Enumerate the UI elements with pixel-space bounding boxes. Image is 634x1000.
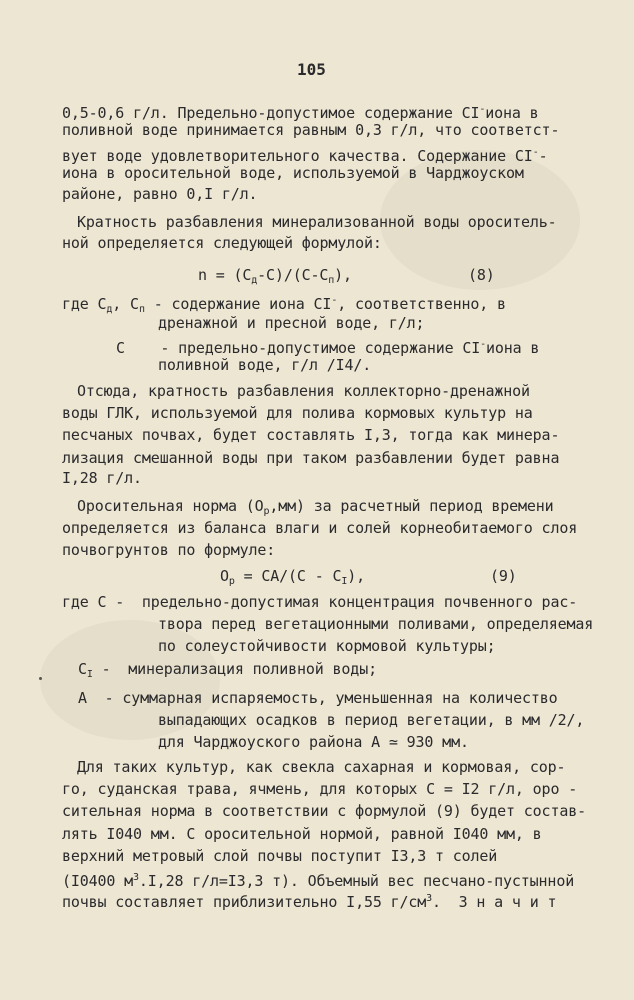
text-run: , C: [112, 295, 139, 313]
text-line: [77, 212, 557, 232]
text-line: [62, 889, 556, 912]
text-line: [62, 518, 577, 538]
text-run: лизация смешанной воды при таком разбавлении будет равна: [62, 449, 560, 467]
superscript: 3: [426, 893, 432, 904]
text-run: районе, равно 0,I г/л.: [62, 185, 258, 203]
superscript: -: [480, 339, 486, 350]
text-run: почвогрунтов по формуле:: [62, 541, 276, 559]
text-run: ной определяется следующей формулой:: [62, 234, 382, 252]
text-line: [62, 801, 586, 821]
subscript: д: [251, 275, 258, 286]
text-run: определяется из баланса влаги и солей корнеобитаемого слоя: [62, 519, 578, 537]
text-run: для Чарджоуского района A ≃ 930 мм.: [158, 733, 469, 751]
text-run: n = (C: [198, 266, 252, 284]
text-run: Отсюда, кратность разбавления коллекторно-дренажной: [77, 382, 530, 400]
text-run: A - суммарная испаряемость, уменьшенная на количество: [78, 689, 558, 707]
text-run: - содержание иона CI: [144, 295, 332, 313]
text-line: [198, 265, 352, 291]
text-run: иона в: [486, 339, 540, 357]
text-run: -C)/(C-C: [257, 266, 329, 284]
text-run: почвы составляет приблизительно I,55 г/см: [62, 893, 427, 911]
superscript: -: [331, 295, 338, 306]
text-run: сительная норма в соответствии с формулой (9) будет состав-: [62, 802, 586, 820]
subscript: I: [86, 669, 93, 680]
text-run: ),: [334, 266, 352, 284]
text-line: [78, 688, 558, 708]
text-line: [62, 425, 559, 445]
text-run: (8): [468, 266, 495, 284]
text-run: твора перед вегетационными поливами, определяемая: [158, 615, 594, 633]
text-line: [158, 313, 424, 333]
superscript: 3: [133, 872, 139, 883]
text-run: иона в: [485, 104, 539, 122]
text-line: [62, 403, 533, 423]
text-line: [220, 566, 365, 592]
text-run: Для таких культур, как свекла сахарная и кормовая, сор-: [77, 758, 566, 776]
text-run: C: [78, 660, 87, 678]
text-run: поливной воде принимается равным 0,3 г/л, что соответст-: [62, 121, 560, 139]
text-run: I,28 г/л.: [62, 469, 142, 487]
text-run: Оросительная норма (O: [77, 497, 264, 515]
subscript: I: [341, 576, 348, 587]
text-line: [158, 710, 584, 730]
text-run: , соответственно, в: [337, 295, 506, 313]
text-run: - минерализация поливной воды;: [92, 660, 377, 678]
text-line: [62, 184, 257, 204]
ink-speck: [39, 677, 42, 680]
text-run: где C: [62, 295, 107, 313]
text-run: поливной воде, г/л /I4/.: [158, 356, 372, 374]
superscript: -: [479, 104, 486, 115]
text-line: [62, 448, 559, 468]
text-run: ,мм) за расчетный период времени: [269, 497, 554, 515]
text-line: [62, 846, 497, 866]
text-line: [158, 732, 469, 752]
text-run: иона в оросительной воде, используемой в Чарджоуском: [62, 164, 524, 182]
text-run: .I,28 г/л=I3,3 т). Объемный вес песчано-пустынной: [138, 872, 575, 890]
text-line: [62, 233, 382, 253]
text-run: песчаных почвах, будет составлять I,3, тогда как минера-: [62, 426, 560, 444]
text-run: (9): [490, 567, 517, 585]
text-line: [158, 636, 495, 656]
text-run: = CA/(C - C: [234, 567, 342, 585]
subscript: д: [106, 304, 113, 315]
text-run: Кратность разбавления минерализованной воды ороситель-: [77, 213, 557, 231]
text-run: O: [220, 567, 229, 585]
text-run: ),: [347, 567, 365, 585]
subscript: р: [263, 506, 270, 517]
subscript: п: [328, 275, 335, 286]
text-run: по солеустойчивости кормовой культуры;: [158, 637, 496, 655]
subscript: п: [138, 304, 145, 315]
text-run: где C - предельно-допустимая концентрация почвенного рас-: [62, 593, 578, 611]
text-run: лять I040 мм. С оросительной нормой, равной I040 мм, в: [62, 825, 542, 843]
subscript: р: [228, 576, 235, 587]
text-line: [62, 540, 275, 560]
text-line: [62, 468, 142, 488]
text-line: [77, 757, 565, 777]
text-line: [62, 779, 577, 799]
text-line: [62, 120, 559, 140]
text-run: дренажной и пресной воде, г/л;: [158, 314, 425, 332]
text-run: верхний метровый слой почвы поступит I3,3 т солей: [62, 847, 498, 865]
text-line: [78, 659, 377, 685]
text-line: [158, 355, 371, 375]
text-line: [62, 868, 574, 891]
text-line: [77, 381, 530, 401]
text-run: воды ГЛК, используемой для полива кормовых культур на: [62, 404, 533, 422]
text-run: 0,5-0,6 г/л. Предельно-допустимое содержание CI: [62, 104, 480, 122]
text-run: (I0400 м: [62, 872, 134, 890]
text-run: -: [538, 147, 548, 165]
superscript: -: [532, 147, 539, 158]
text-run: выпадающих осадков в период вегетации, в мм /2/,: [158, 711, 585, 729]
text-line: [62, 824, 542, 844]
text-line: [62, 592, 577, 612]
text-run: вует воде удовлетворительного качества. Содержание CI: [62, 147, 533, 165]
text-run: . З н а ч и т: [432, 893, 557, 911]
text-line: [158, 614, 593, 634]
text-line: [62, 163, 524, 183]
text-run: C - предельно-допустимое содержание CI: [116, 339, 481, 357]
page-number: 105: [297, 60, 326, 79]
text-run: го, суданская трава, ячмень, для которых C = I2 г/л, оро -: [62, 780, 578, 798]
text-line: [490, 566, 517, 586]
text-line: [468, 265, 495, 285]
